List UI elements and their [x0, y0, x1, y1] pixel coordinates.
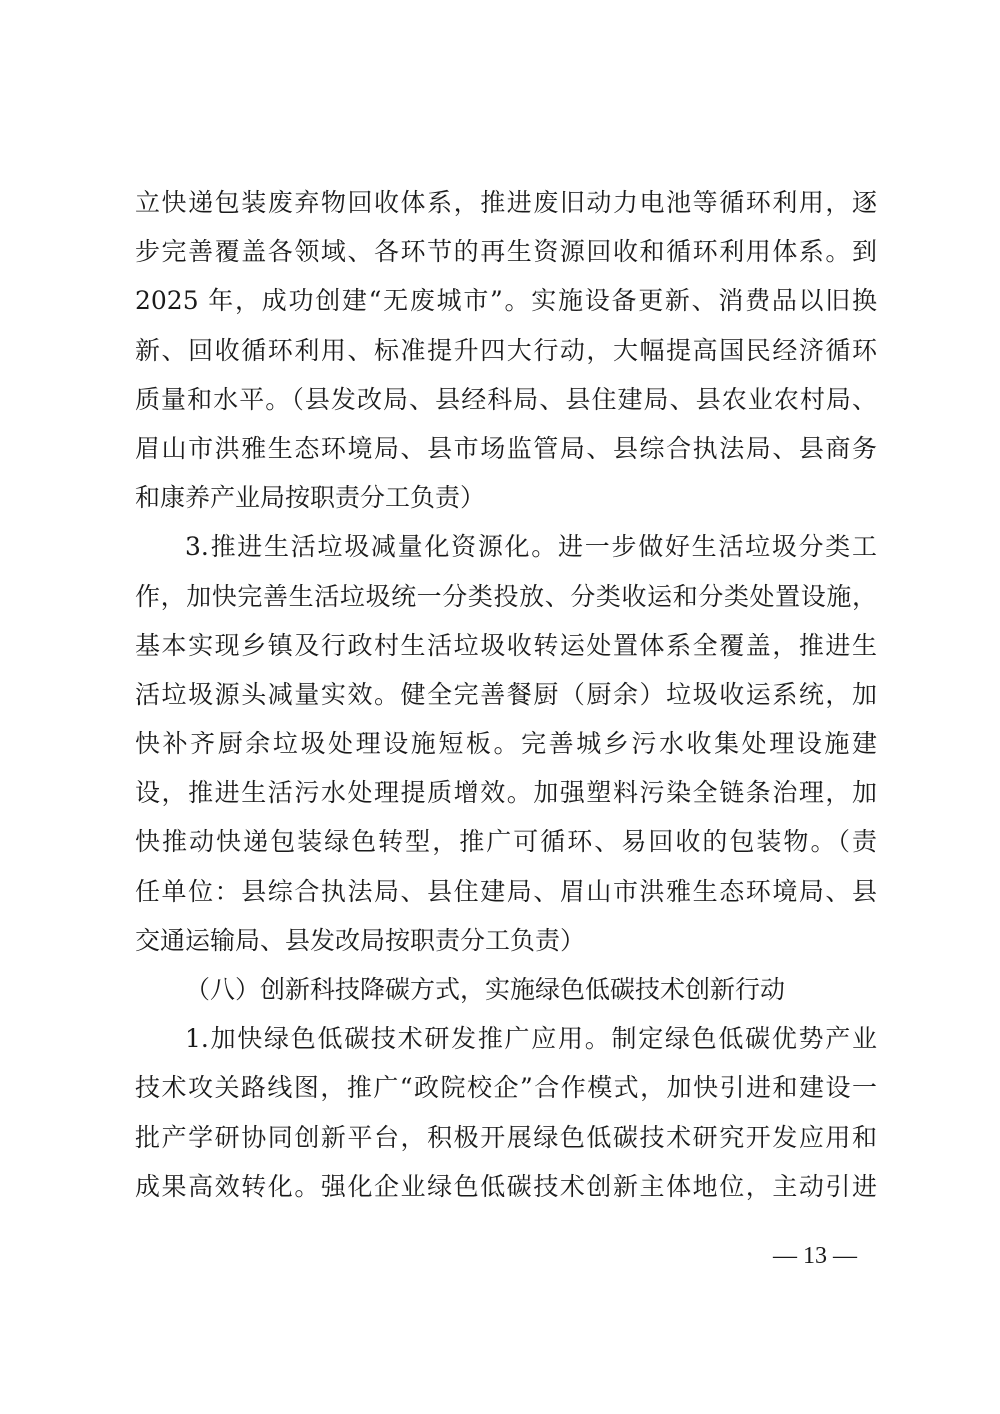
body-line: 眉山市洪雅生态环境局、县市场监管局、县综合执法局、县商务 [135, 433, 877, 463]
body-line: 基本实现乡镇及行政村生活垃圾收转运处置体系全覆盖，推进生 [135, 630, 877, 660]
body-line: 新、回收循环利用、标准提升四大行动，大幅提高国民经济循环 [135, 335, 877, 365]
body-line: 立快递包装废弃物回收体系，推进废旧动力电池等循环利用，逐 [135, 188, 877, 217]
paragraph-start-line: 3.推进生活垃圾减量化资源化。进一步做好生活垃圾分类工 [185, 532, 877, 562]
body-line: 快推动快递包装绿色转型，推广可循环、易回收的包装物。（责 [135, 827, 877, 857]
body-line: 作，加快完善生活垃圾统一分类投放、分类收运和分类处置设施， [135, 581, 877, 611]
body-line: 活垃圾源头减量实效。健全完善餐厨（厨余）垃圾收运系统，加 [135, 679, 877, 709]
document-body [135, 178, 877, 1211]
body-line: 技术攻关路线图，推广“政院校企”合作模式，加快引进和建设一 [135, 1073, 877, 1103]
section-heading: （八）创新科技降碳方式，实施绿色低碳技术创新行动 [185, 975, 786, 1004]
body-line: 和康养产业局按职责分工负责） [135, 483, 486, 513]
body-line: 成果高效转化。强化企业绿色低碳技术创新主体地位，主动引进 [135, 1171, 877, 1201]
paragraph-start-line: 1.加快绿色低碳技术研发推广应用。制定绿色低碳优势产业 [185, 1024, 877, 1054]
page-number: — 13 — [773, 1243, 857, 1269]
body-line: 快补齐厨余垃圾处理设施短板。完善城乡污水收集处理设施建 [135, 729, 877, 759]
body-line: 质量和水平。（县发改局、县经科局、县住建局、县农业农村局、 [135, 384, 877, 414]
body-line: 设，推进生活污水处理提质增效。加强塑料污染全链条治理，加 [135, 778, 877, 808]
body-line: 批产学研协同创新平台，积极开展绿色低碳技术研究开发应用和 [135, 1122, 877, 1152]
body-line: 步完善覆盖各领域、各环节的再生资源回收和循环利用体系。到 [135, 237, 877, 267]
body-line: 任单位：县综合执法局、县住建局、眉山市洪雅生态环境局、县 [135, 876, 877, 906]
body-line: 交通运输局、县发改局按职责分工负责） [135, 925, 586, 955]
body-line: 2025 年，成功创建“无废城市”。实施设备更新、消费品以旧换 [135, 286, 877, 316]
